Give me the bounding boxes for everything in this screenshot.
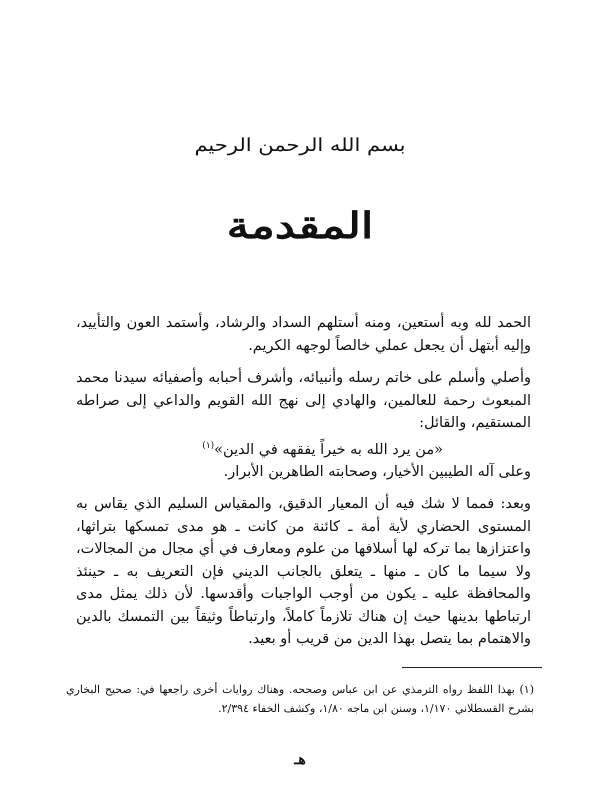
footnote-text: (١) بهذا اللفظ رواه الترمذي عن ابن عباس وصححه. وهناك روايات أخرى راجعها في: صحيح البخاري بشرح القسطلاني ١/١٧٠، وسنن ابن ماجه ١/٨٠، وكشف الخفاء ٢/٣٩٤. (66, 683, 534, 715)
page-title: المقدمة (226, 205, 374, 247)
page-number: هـ (294, 752, 306, 768)
footnote-divider (402, 667, 542, 668)
paragraph-praise: الحمد لله وبه أستعين، ومنه أستلهم السداد والرشاد، وأستمد العون والتأييد، وإليه أبتهل أن يجعل عملي خالصاً لوجهه الكريم. (76, 315, 531, 354)
paragraph-introduction: وبعد: فمما لا شك فيه أن المعيار الدقيق، والمقياس السليم الذي يقاس به المستوى الحضاري لأية أمة ـ كائنة من كانت ـ هو مدى تمسكها بتراثها، واعتزازها بما تركه لها أسلافها من علوم ومعارف في أي مجال من المجالات، ولا سيما ما كان ـ منها ـ يتعلق بالجانب الديني فإن التعريف به ـ حينئذ والمحافظة عليه ـ يكون من أوجب الواجبات وأقدسها. لأن ذلك يمثل مدى ارتباطها بدينها حيث إن هناك تلازماً كاملاً، وارتباطاً وثيقاً بين التمسك بالدين والاهتمام بما يتصل بهذا الدين من قريب أو بعيد. (76, 496, 531, 648)
hadith-quote (76, 435, 531, 461)
hadith-text: «من يرد الله به خيراً يفقهه في الدين» (214, 441, 443, 458)
paragraph-family: وعلى آله الطيبين الأخيار، وصحابته الطاهرين الأبرار. (223, 463, 531, 480)
paragraph-salutation: وأصلي وأسلم على خاتم رسله وأنبيائه، وأشرف أحبابه وأصفيائه سيدنا محمد المبعوث رحمة للعالمين، والهادي إلى نهج الله القويم والداعي إلى صراطه المستقيم، والقائل: (76, 370, 531, 431)
footnote-reference: (١) (202, 440, 215, 451)
body-text (76, 312, 531, 661)
basmala-heading: بسم الله الرحمن الرحيم (194, 134, 406, 156)
